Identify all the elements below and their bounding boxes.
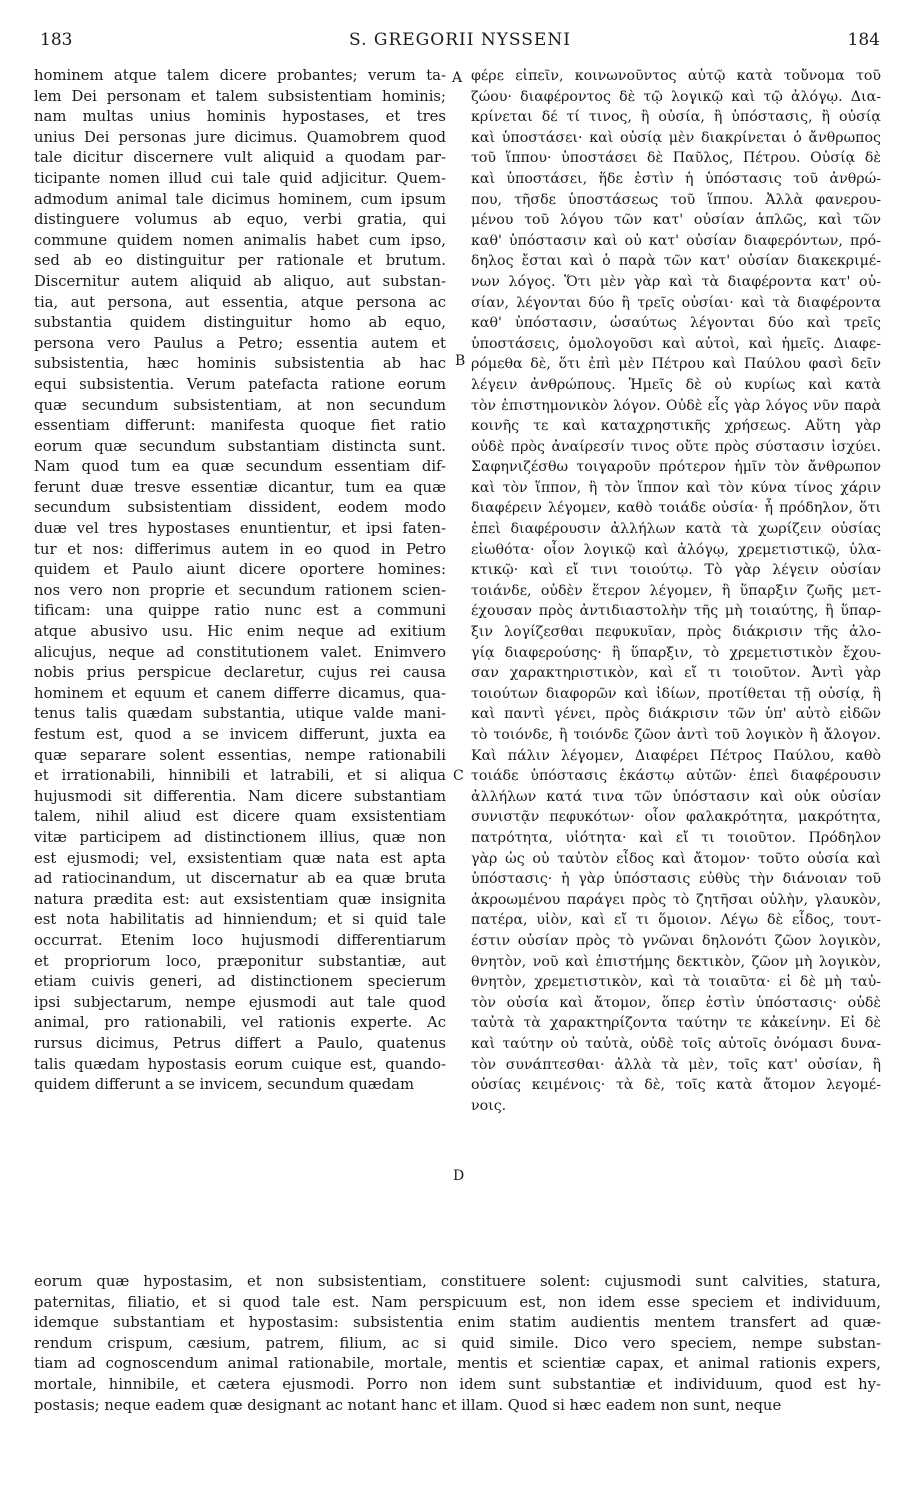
latin-text-line: hujusmodi sit differentia. Nam dicere substantiam <box>34 787 446 805</box>
latin-text-line: subsistentia, hæc hominis subsistentia ab hac <box>34 355 446 373</box>
greek-text-line: καὶ παντὶ γένει, πρὸς διάκρισιν τῶν ὑπ' αὐτὸ εἰδῶν <box>471 706 881 723</box>
full-text-line: idemque substantiam et hypostasim: subsistentia enim statim audientis mentem transfert ad quæ- <box>34 1314 881 1332</box>
greek-column <box>471 66 881 1116</box>
page-number-left: 183 <box>40 30 73 50</box>
latin-text-line: nam multas unius hominis hypostases, et tres <box>34 108 446 126</box>
greek-text-line: τοῦ ἵππου· ὑποστάσει δὲ Παῦλος, Πέτρου. Οὐσίᾳ δὲ <box>471 150 881 167</box>
greek-text-line: συνιστᾷν πεφυκότων· οἷον φαλακρότητα, μακρότητα, <box>471 809 881 826</box>
greek-text-line: ὑπόστασις· ἡ γὰρ ὑπόστασις εὐθὺς τὴν διάνοιαν τοῦ <box>471 871 881 888</box>
latin-text-line: ad ratiocinandum, ut discernatur ab ea quæ bruta <box>34 870 446 888</box>
latin-text-line: nos vero non proprie et secundum rationem scien- <box>34 581 446 599</box>
greek-text-line: καὶ ὑποστάσει, ἥδε ἐστὶν ἡ ὑπόστασις τοῦ ἀνθρώ- <box>471 170 881 187</box>
greek-text-line: θνητὸν, νοῦ καὶ ἐπιστήμης δεκτικὸν, ζῶον μὴ λογικὸν, <box>471 953 881 970</box>
latin-text-line: distinguere volumus ab equo, verbi gratia, qui <box>34 211 446 229</box>
full-text-line: tiam ad cognoscendum animal rationabile, mortale, mentis et scientiæ capax, et animal rationis expers, <box>34 1355 881 1373</box>
latin-text-line: Discernitur autem aliquid ab aliquo, aut substan- <box>34 272 446 290</box>
greek-text-line: ἐπεὶ διαφέρουσιν ἀλλήλων κατὰ τὰ χωρίζειν οὐσίας <box>471 521 881 538</box>
greek-text-line: τὸν συνάπτεσθαι· ἀλλὰ τὰ μὲν, τοῖς κατ' οὐσίαν, ἢ <box>471 1056 881 1073</box>
latin-text-line: tur et nos: differimus autem in eo quod in Petro <box>34 540 446 558</box>
full-text-line: postasis; neque eadem quæ designant ac notant hanc et illam. Quod si hæc eadem non sunt, neque <box>34 1396 782 1414</box>
latin-text-line: talem, nihil aliud est dicere quam exsistentiam <box>34 808 446 826</box>
latin-text-line: eorum quæ secundum substantiam distincta sunt. <box>34 437 446 455</box>
latin-text-line: quidem differunt a se invicem, secundum quædam <box>34 1076 415 1094</box>
latin-text-line: talis quædam hypostasis eorum cuique est, quando- <box>34 1055 446 1073</box>
greek-text-line: τοιάνδε, οὐδὲν ἕτερον λέγομεν, ἢ ὕπαρξιν ζωῆς μετ- <box>471 582 881 599</box>
greek-text-line: τὸ τοιόνδε, ἢ τοιόνδε ζῶον ἀντὶ τοῦ λογικὸν ἢ ἄλογον. <box>471 727 881 743</box>
latin-text-line: ipsi subjectarum, nempe ejusmodi aut tale quod <box>34 993 446 1011</box>
greek-text-line: καθ' ὑπόστασιν, ὡσαύτως λέγονται δύο καὶ τρεῖς <box>471 315 881 332</box>
greek-text-line: ταὐτὰ τὰ χαρακτηρίζοντα ταύτην τε κἀκείνην. Εἰ δὲ <box>471 1015 881 1032</box>
greek-text-line: ρόμεθα δὲ, ὅτι ἐπὶ μὲν Πέτρου καὶ Παύλου φασὶ δεῖν <box>471 356 881 373</box>
latin-column <box>34 66 446 1096</box>
latin-text-line: atque abusivo usu. Hic enim neque ad exitium <box>34 623 446 641</box>
full-text-line: mortale, hinnibile, et cætera ejusmodi. Porro non idem sunt substantiæ et individuum, quod est hy- <box>34 1375 881 1393</box>
greek-text-line: δηλος ἔσται καὶ ὁ παρὰ τῶν κατ' οὐσίαν διακεκριμέ- <box>471 253 881 270</box>
page-number-right: 184 <box>847 30 880 50</box>
greek-text-line: γὰρ ὡς οὐ ταὐτὸν εἶδος καὶ ἄτομον· τοῦτο οὐσία καὶ <box>471 850 881 867</box>
latin-text-line: est nota habilitatis ad hinniendum; et si quid tale <box>34 911 446 929</box>
greek-text-line: ἀκροωμένου παράγει πρὸς τὸ ζητῆσαι οὐλὴν, γλαυκὸν, <box>471 891 881 908</box>
greek-text-line: γίᾳ διαφερούσης· ἢ ὕπαρξιν, τὸ χρεμετιστικὸν ἔχου- <box>471 644 881 661</box>
section-marker-a: A <box>452 70 463 86</box>
latin-text-line: alicujus, neque ad constitutionem valet. Enimvero <box>34 643 446 661</box>
latin-text-line: hominem et equum et canem differre dicamus, qua- <box>34 684 446 702</box>
greek-text-line: κτικῷ· καὶ εἴ τινι τοιούτῳ. Τὸ γὰρ λέγειν οὐσίαν <box>471 562 881 579</box>
latin-text-line: admodum animal tale dicimus hominem, cum ipsum <box>34 190 446 208</box>
page-header <box>40 30 880 60</box>
latin-text-line: persona vero Paulus a Petro; essentia autem et <box>34 334 446 352</box>
latin-text-line: animal, pro rationabili, vel rationis experte. Ac <box>34 1014 446 1032</box>
running-head: S. GREGORII NYSSENI <box>349 30 571 50</box>
latin-text-line: nobis prius perspicue declaretur, cujus rei causa <box>34 664 446 682</box>
greek-text-line: λέγειν ἀνθρώπους. Ἡμεῖς δὲ οὐ κυρίως καὶ κατὰ <box>471 376 881 393</box>
latin-text-line: tale dicitur discernere vult aliquid a quodam par- <box>34 149 446 167</box>
greek-text-line: ζώου· διαφέροντος δὲ τῷ λογικῷ καὶ τῷ ἀλόγῳ. Δια- <box>471 88 881 105</box>
latin-text-line: tia, aut persona, aut essentia, atque persona ac <box>34 293 446 311</box>
greek-text-line: νων λόγος. Ὅτι μὲν γὰρ καὶ τὰ διαφέροντα κατ' οὐ- <box>471 273 881 290</box>
section-marker-b: B <box>455 353 466 369</box>
latin-text-line: etiam cuivis generi, ad distinctionem specierum <box>34 973 446 991</box>
latin-text-line: substantia quidem distinguitur homo ab equo, <box>34 314 446 332</box>
latin-text-line: tificam: una quippe ratio nunc est a communi <box>34 602 446 620</box>
greek-text-line: διαφέρειν λέγομεν, καθὸ τοιάδε οὐσία· ἦ πρόδηλον, ὅτι <box>471 500 881 517</box>
section-marker-d: D <box>453 1168 465 1184</box>
greek-text-line: τὸν ἐπιστημονικὸν λόγον. Οὐδὲ εἷς γὰρ λόγος νῦν παρὰ <box>471 397 881 414</box>
latin-text-line: est ejusmodi; vel, exsistentiam quæ nata est apta <box>34 849 446 867</box>
greek-text-line: καθ' ὑπόστασιν καὶ οὐ κατ' οὐσίαν διαφερόντων, πρό- <box>471 232 881 249</box>
full-text-line: eorum quæ hypostasim, et non subsistentiam, constituere solent: cujusmodi sunt calvities, statura, <box>34 1273 881 1290</box>
greek-text-line: μένου τοῦ λόγου τῶν κατ' οὐσίαν ἁπλῶς, καὶ τῶν <box>471 212 881 229</box>
greek-text-line: ἀλλήλων κατά τινα τῶν ὑπόστασιν καὶ οὐκ οὐσίαν <box>471 788 881 805</box>
greek-text-line: εἰωθότα· οἷον λογικῷ καὶ ἀλόγῳ, χρεμετιστικῷ, ὑλα- <box>471 541 881 558</box>
latin-text-line: ferunt duæ tresve essentiæ dicantur, tum ea quæ <box>34 478 446 496</box>
greek-text-line: τοιάδε ὑπόστασις ἑκάστῳ αὐτῶν· ἐπεὶ διαφέρουσιν <box>471 768 881 785</box>
latin-text-line: unius Dei personas jure dicimus. Quamobrem quod <box>34 128 446 146</box>
greek-text-line: θνητὸν, χρεμετιστικὸν, καὶ τὰ τοιαῦτα· εἰ δὲ μὴ ταὐ- <box>471 974 881 991</box>
greek-text-line: που, τῆσδε ὑποστάσεως τοῦ ἵππου. Ἀλλὰ φανερου- <box>471 191 881 208</box>
greek-text-line: ὑποστάσεις, ὁμολογοῦσι καὶ αὐτοὶ, καὶ ἡμεῖς. Διαφε- <box>471 335 881 352</box>
latin-text-line: secundum subsistentiam dissident, eodem modo <box>34 499 446 517</box>
latin-text-line: Nam quod tum ea quæ secundum essentiam dif- <box>34 458 446 476</box>
greek-text-line: έστιν οὐσίαν πρὸς τὸ γνῶναι δηλονότι ζῶον λογικὸν, <box>471 932 881 949</box>
section-marker-c: C <box>453 768 464 784</box>
latin-text-line: occurrat. Etenim loco hujusmodi differentiarum <box>34 931 446 949</box>
full-width-paragraph <box>34 1272 881 1416</box>
greek-text-line: οὐσίας κειμένοις· τὰ δὲ, τοῖς κατὰ ἄτομον λεγομέ- <box>471 1077 881 1094</box>
latin-text-line: quæ separare solent essentias, nempe rationabili <box>34 746 446 764</box>
greek-text-line: οὐδὲ πρὸς ἀναίρεσίν τινος οὔτε πρὸς σύστασιν ἰσχύει. <box>471 438 881 455</box>
latin-text-line: rursus dicimus, Petrus differt a Paulo, quatenus <box>34 1034 446 1052</box>
latin-text-line: quæ secundum subsistentiam, at non secundum <box>34 396 446 414</box>
latin-text-line: natura prædita est: aut exsistentiam quæ insignita <box>34 890 446 908</box>
greek-text-line: κοινῆς τε καὶ καταχρηστικῆς χρήσεως. Αὕτη γὰρ <box>471 418 881 435</box>
latin-text-line: lem Dei personam et talem subsistentiam hominis; <box>34 87 446 105</box>
latin-text-line: et irrationabili, hinnibili et latrabili, et si aliqua <box>34 767 446 785</box>
greek-text-line: ξιν λογίζεσθαι πεφυκυῖαν, πρὸς διάκρισιν τῆς ἀλο- <box>471 624 881 641</box>
greek-text-line: πατρότητα, υἱότητα· καὶ εἴ τι τοιοῦτον. Πρόδηλον <box>471 829 881 846</box>
full-text-line: paternitas, filiatio, et si quod tale est. Nam perspicuum est, non idem esse speciem et individuum, <box>34 1293 881 1311</box>
latin-text-line: ticipante nomen illud cui tale quid adjicitur. Quem- <box>34 169 446 187</box>
greek-text-line: φέρε εἰπεῖν, κοινωνοῦντος αὐτῷ κατὰ τοὔνομα τοῦ <box>471 68 881 84</box>
greek-text-line: καὶ ὑποστάσει· καὶ οὐσίᾳ μὲν διακρίνεται ὁ ἄνθρωπος <box>471 129 881 146</box>
greek-text-line: Καὶ πάλιν λέγομεν, Διαφέρει Πέτρος Παύλου, καθὸ <box>471 747 881 764</box>
greek-text-line: καὶ ταύτην οὐ ταὐτὰ, οὐδὲ τοῖς αὐτοῖς ὀνόμασι δυνα- <box>471 1035 881 1052</box>
latin-text-line: vitæ participem ad distinctionem illius, quæ non <box>34 828 446 846</box>
latin-text-line: essentiam differunt: manifesta quoque fiet ratio <box>34 417 446 435</box>
greek-text-line: τοιούτων διαφορῶν καὶ ἰδίων, προτίθεται τῇ οὐσίᾳ, ἢ <box>471 685 881 702</box>
greek-text-line: σαν χαρακτηριστικὸν, καὶ εἴ τι τοιοῦτον. Ἀντὶ γὰρ <box>471 665 881 682</box>
greek-text-line: σίαν, λέγονται δύο ἢ τρεῖς οὐσίαι· καὶ τὰ διαφέροντα <box>471 294 881 311</box>
latin-text-line: et propriorum loco, præponitur substantiæ, aut <box>34 952 446 970</box>
greek-text-line: Σαφηνιζέσθω τοιγαροῦν πρότερον ἡμῖν τὸν ἄνθρωπον <box>471 459 881 476</box>
greek-text-line: κρίνεται δέ τί τινος, ἢ οὐσία, ἢ ὑπόστασις, ἢ οὐσίᾳ <box>471 109 881 126</box>
latin-text-line: commune quidem nomen animalis habet cum ipso, <box>34 231 446 249</box>
greek-text-line: νοις. <box>471 1097 507 1114</box>
latin-text-line: quidem et Paulo aiunt dicere oportere homines: <box>34 561 446 579</box>
greek-text-line: καὶ τὸν ἵππον, ἢ τὸν ἵππον καὶ τὸν κύνα τίνος χάριν <box>471 479 881 496</box>
greek-text-line: τὸν οὐσία καὶ ἄτομον, ὅπερ ἐστὶν ὑπόστασις· οὐδὲ <box>471 994 881 1011</box>
latin-text-line: tenus talis quædam substantia, utique valde mani- <box>34 705 446 723</box>
latin-text-line: sed ab eo distinguitur per rationale et brutum. <box>34 252 446 270</box>
greek-text-line: πατέρα, υἱὸν, καὶ εἴ τι ὅμοιον. Λέγω δὲ εἶδος, τουτ- <box>471 912 881 929</box>
latin-text-line: hominem atque talem dicere probantes; verum ta- <box>34 67 446 84</box>
full-text-line: rendum crispum, cæsium, patrem, filium, ac si quid simile. Dico vero speciem, nempe substan- <box>34 1334 881 1352</box>
latin-text-line: equi subsistentia. Verum patefacta ratione eorum <box>34 375 446 393</box>
greek-text-line: έχουσαν πρὸς ἀντιδιαστολὴν τῆς μὴ τοιαύτης, ἢ ὕπαρ- <box>471 603 881 620</box>
latin-text-line: festum est, quod a se invicem differunt, juxta ea <box>34 726 446 743</box>
latin-text-line: duæ vel tres hypostases enuntientur, et ipsi faten- <box>34 520 446 538</box>
